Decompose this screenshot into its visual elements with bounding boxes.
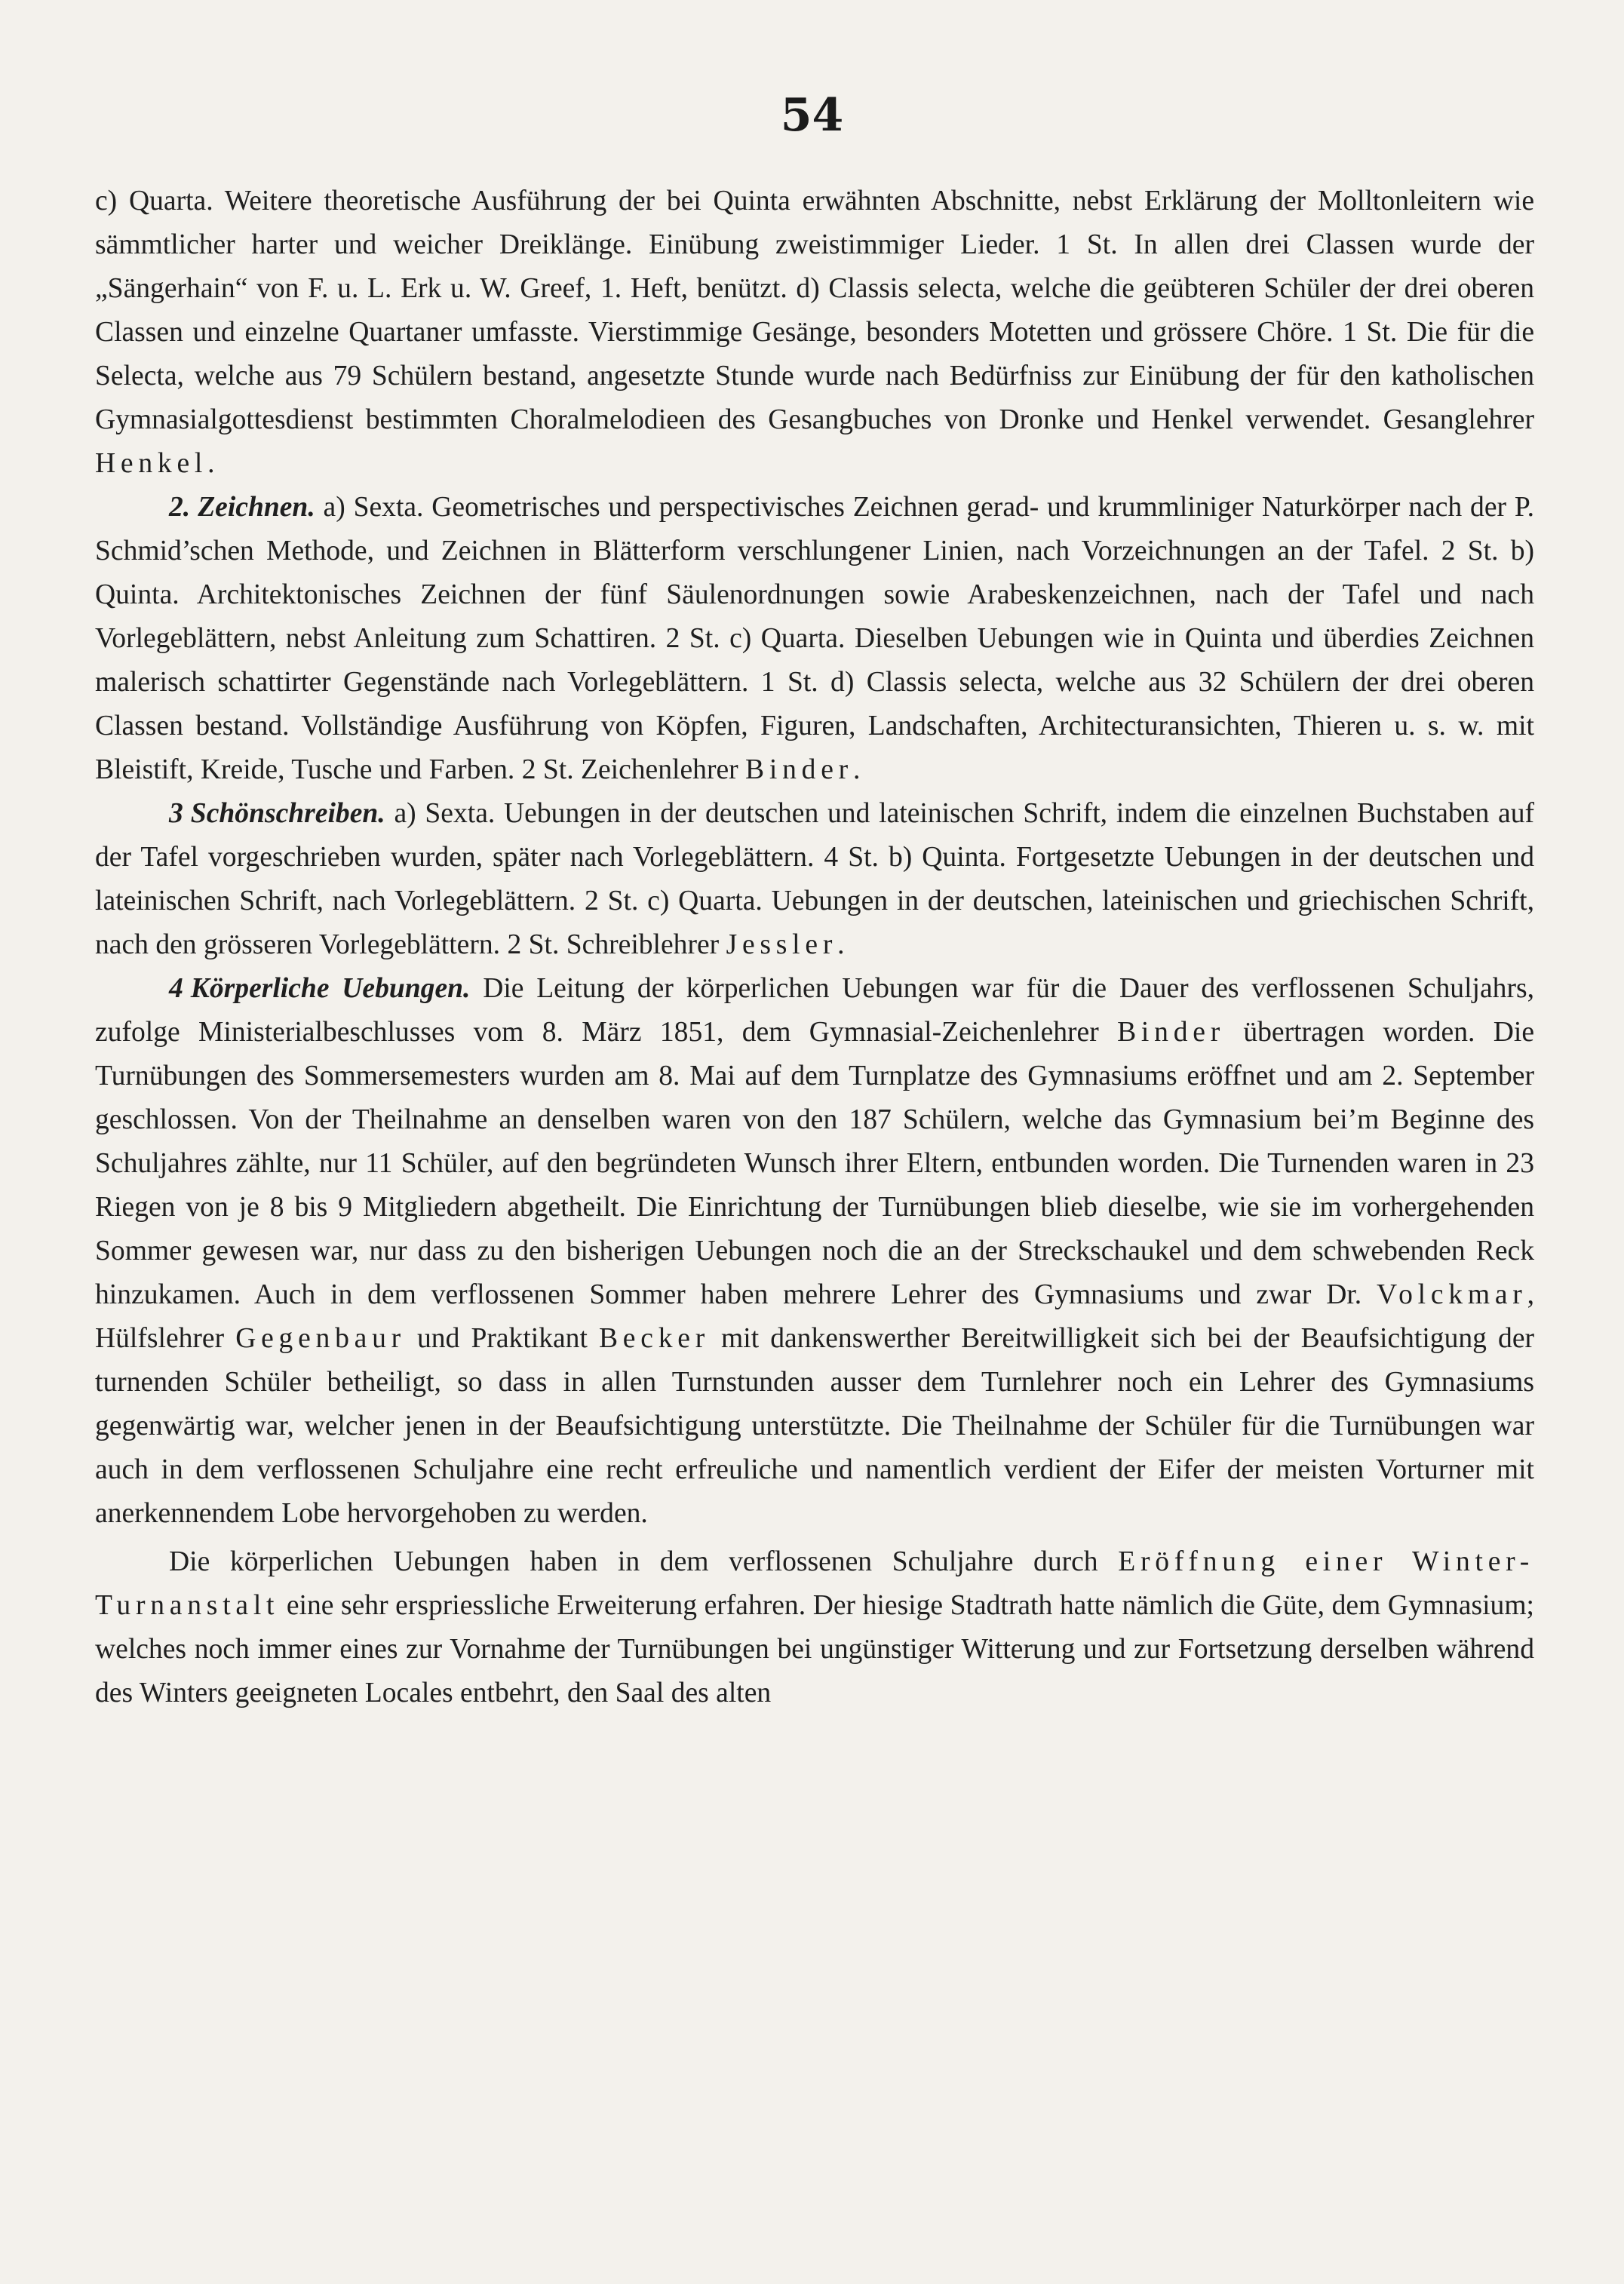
koerper-text-5: mit dankenswerther Bereitwilligkeit sich bei der Beaufsichtigung der turnenden Schüler betheiligt, so dass in allen Turnstunden ausser dem Turnlehrer noch ein Lehrer des Gymnasiums gegenwärtig war, welcher jenen in der Beaufsichtigung unterstützte. Die Theilnahme der Schüler für die Turnübungen war auch in dem verflossenen Schuljahre eine recht erfreuliche und namentlich verdient der Eifer der meisten Vorturner mit anerkennendem Lobe hervorgehoben zu werden. [95,1323,1535,1529]
zeichnen-text: a) Sexta. Geometrisches und perspectivisches Zeichnen gerad- und krummliniger Naturkörper nach der P. Schmid’schen Methode, und Zeichnen in Blätterform verschlungener Linien, nach Vorzeichnungen an der Tafel. 2 St. b) Quinta. Architektonisches Zeichnen der fünf Säulenordnungen sowie Arabeskenzeichnen, nach der Tafel und nach Vorlegeblättern, nebst Anleitung zum Schattiren. 2 St. c) Quarta. Dieselben Uebungen wie in Quinta und überdies Zeichnen malerisch schattirter Gegenstände nach Vorlegeblättern. 1 St. d) Classis selecta, welche aus 32 Schülern der drei oberen Classen bestand. Vollständige Ausführung von Köpfen, Figuren, Landschaften, Architecturansichten, Thieren u. s. w. mit Bleistift, Kreide, Tusche und Farben. 2 St. Zeichenlehrer [95,492,1534,785]
schoenschreiben-teacher-name: Jessler [726,929,838,960]
schoenschreiben-text: a) Sexta. Uebungen in der deutschen und lateinischen Schrift, indem die einzelnen Buchstaben auf der Tafel vorgeschrieben wurden, später nach Vorlegeblättern. 4 St. b) Quinta. Fortgesetzte Uebungen in der deutschen und lateinischen Schrift, nach Vorlegeblättern. 2 St. c) Quarta. Uebungen in der deutschen, lateinischen und griechischen Schrift, nach den grösseren Vorlegeblättern. 2 St. Schreiblehrer [95,798,1534,960]
schoenschreiben-title: Schönschreiben. [190,798,385,829]
koerper-name-gegenbaur: Gegenbaur [235,1323,406,1354]
schoenschreiben-number: 3 [169,798,183,829]
zeichnen-teacher-name: Binder [745,754,853,785]
koerper-title: Körperliche Uebungen. [190,973,471,1004]
music-text: c) Quarta. Weitere theoretische Ausführung der bei Quinta erwähnten Abschnitte, nebst Erklärung der Molltonleitern wie sämmtlicher harter und weicher Dreiklänge. Einübung zweistimmiger Lieder. 1 St. In allen drei Classen wurde der „Sängerhain“ von F. u. L. Erk u. W. Greef, 1. Heft, benützt. d) Classis selecta, welche die geübteren Schüler der drei oberen Classen und einzelne Quartaner umfasste. Vierstimmige Gesänge, besonders Motetten und grössere Chöre. 1 St. Die für die Selecta, welche aus 79 Schülern bestand, angesetzte Stunde wurde nach Bedürfniss zur Einübung der für den katholischen Gymnasialgottesdienst bestimmten Choralmelodieen des Gesangbuches von Dronke und Henkel verwendet. Gesanglehrer [95,186,1534,435]
paragraph-schoenschreiben [95,792,1534,967]
koerper-number: 4 [169,973,183,1004]
koerper-text-3: , Hülfslehrer [95,1279,1534,1354]
koerper-name-becker: Becker [598,1323,710,1354]
page-number: 54 [780,89,844,142]
winter-text-2: eine sehr erspriessliche Erweiterung erfahren. Der hiesige Stadtrath hatte nämlich die Güte, dem Gymnasium; welches noch immer eines zur Vornahme der Turnübungen bei ungünstiger Witterung und zur Fortsetzung derselben während des Winters geeigneten Locales entbehrt, den Saal des alten [95,1590,1534,1708]
zeichnen-title: Zeichnen. [198,492,315,523]
paragraph-winter-turnanstalt [95,1540,1534,1715]
koerper-text-1: Die Leitung der körperlichen Uebungen war für die Dauer des verflossenen Schuljahrs, zufolge Ministerialbeschlusses vom 8. März 1851, dem Gymnasial-Zeichenlehrer [95,973,1534,1048]
paragraph-zeichnen [95,486,1534,792]
body-text [95,180,1534,1715]
paragraph-koerperliche-uebungen [95,967,1534,1536]
zeichnen-end: . [852,754,861,785]
koerper-text-2: übertragen worden. Die Turnübungen des Sommersemesters wurden am 8. Mai auf dem Turnplatze des Gymnasiums eröffnet und am 2. September geschlossen. Von der Theilnahme an denselben waren von den 187 Schülern, welche das Gymnasium bei’m Beginne des Schuljahres zählte, nur 11 Schüler, auf den begründeten Wunsch ihrer Eltern, entbunden worden. Die Turnenden waren in 23 Riegen von je 8 bis 9 Mitgliedern abgetheilt. Die Einrichtung der Turnübungen blieb dieselbe, wie sie im vorhergehenden Sommer gewesen war, nur dass zu den bisherigen Uebungen noch die an der Streckschaukel und dem schwebenden Reck hinzukamen. Auch in dem verflossenen Sommer haben mehrere Lehrer des Gymnasiums und zwar Dr. [95,1017,1535,1310]
koerper-name-binder: Binder [1117,1017,1225,1048]
winter-text-1: Die körperlichen Uebungen haben in dem verflossenen Schuljahre durch [169,1546,1119,1577]
music-teacher-name: Henkel [95,448,208,479]
paragraph-music [95,180,1534,486]
music-end: . [207,448,215,479]
koerper-text-4: und Praktikant [405,1323,599,1354]
koerper-name-volckmar: Volckmar [1377,1279,1527,1310]
schoenschreiben-end: . [837,929,845,960]
winter-emphasis: Eröffnung einer Winter-Turnanstalt [95,1546,1534,1621]
zeichnen-number: 2. [169,492,191,523]
